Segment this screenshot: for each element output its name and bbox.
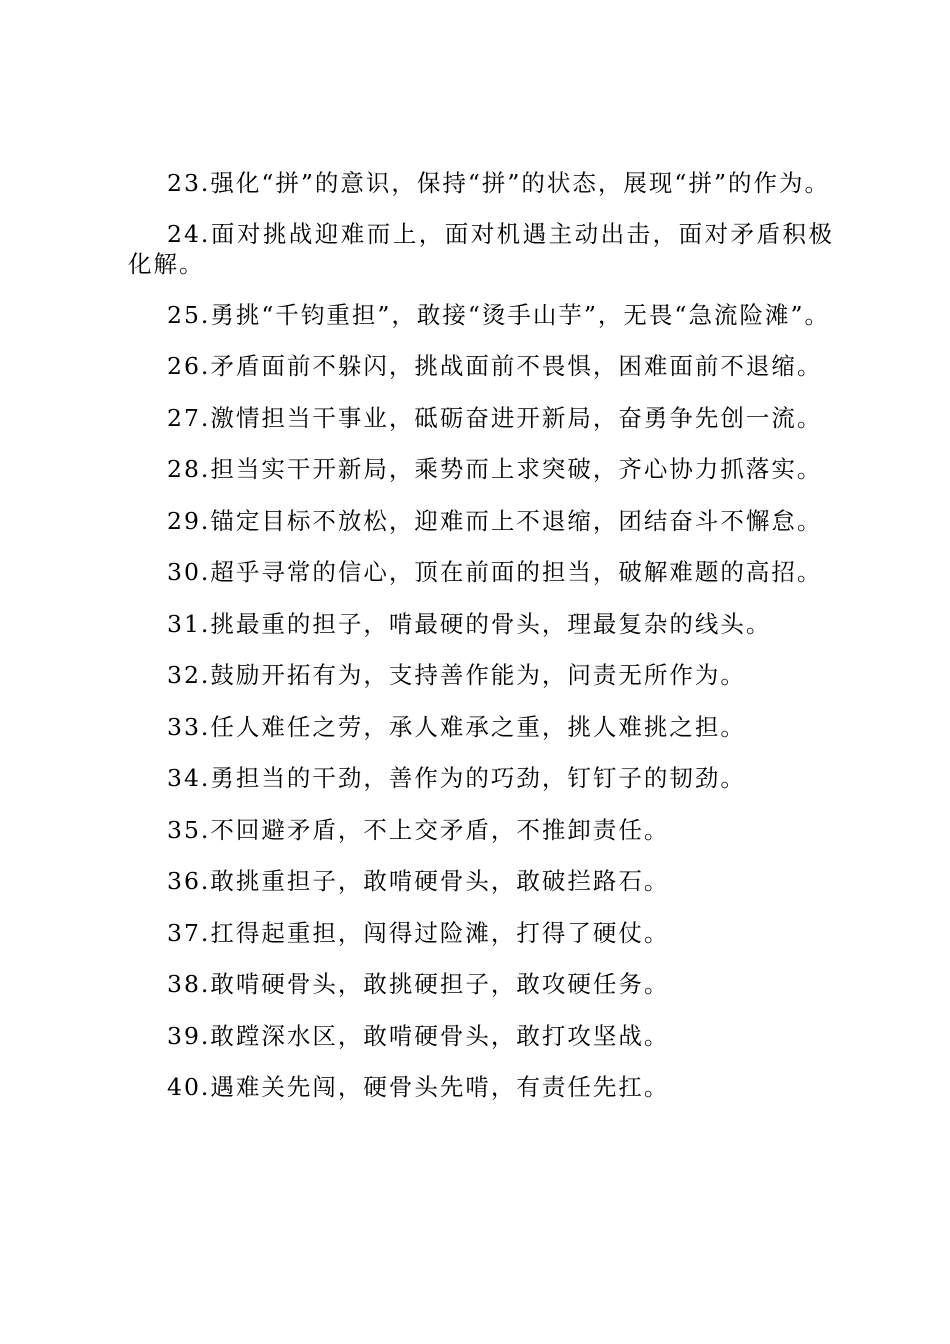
list-item: 38.敢啃硬骨头，敢挑硬担子，敢攻硬任务。: [167, 970, 670, 998]
list-item: 25.勇挑“千钧重担”，敢接“烫手山芋”，无畏“急流险滩”。: [167, 301, 830, 329]
list-item: 39.敢蹚深水区，敢啃硬骨头，敢打攻坚战。: [167, 1021, 670, 1050]
list-item: 37.扛得起重担，闯得过险滩，打得了硬仗。: [167, 918, 670, 947]
list-item: 30.超乎寻常的信心，顶在前面的担当，破解难题的高招。: [167, 558, 823, 586]
list-item: 34.勇担当的干劲，善作为的巧劲，钉钉子的韧劲。: [167, 764, 746, 792]
list-item: 40.遇难关先闯，硬骨头先啃，有责任先扛。: [167, 1073, 670, 1101]
list-item: 24.面对挑战迎难而上，面对机遇主动出击，面对矛盾积极化解。: [128, 220, 834, 278]
list-item: 26.矛盾面前不躲闪，挑战面前不畏惧，困难面前不退缩。: [167, 352, 823, 380]
list-item: 32.鼓励开拓有为，支持善作能为，问责无所作为。: [167, 661, 746, 689]
slogan-list: [128, 168, 834, 1124]
list-item: 31.挑最重的担子，啃最硬的骨头，理最复杂的线头。: [167, 609, 772, 638]
list-item: 28.担当实干开新局，乘势而上求突破，齐心协力抓落实。: [167, 455, 823, 483]
list-item: 36.敢挑重担子，敢啃硬骨头，敢破拦路石。: [167, 867, 670, 895]
list-item: 33.任人难任之劳，承人难承之重，挑人难挑之担。: [167, 712, 746, 741]
list-item: 27.激情担当干事业，砥砺奋进开新局，奋勇争先创一流。: [167, 403, 823, 432]
list-item: 35.不回避矛盾，不上交矛盾，不推卸责任。: [167, 815, 670, 844]
list-item: 23.强化“拼”的意识，保持“拼”的状态，展现“拼”的作为。: [167, 169, 830, 197]
list-item: 29.锚定目标不放松，迎难而上不退缩，团结奋斗不懈怠。: [167, 506, 823, 535]
